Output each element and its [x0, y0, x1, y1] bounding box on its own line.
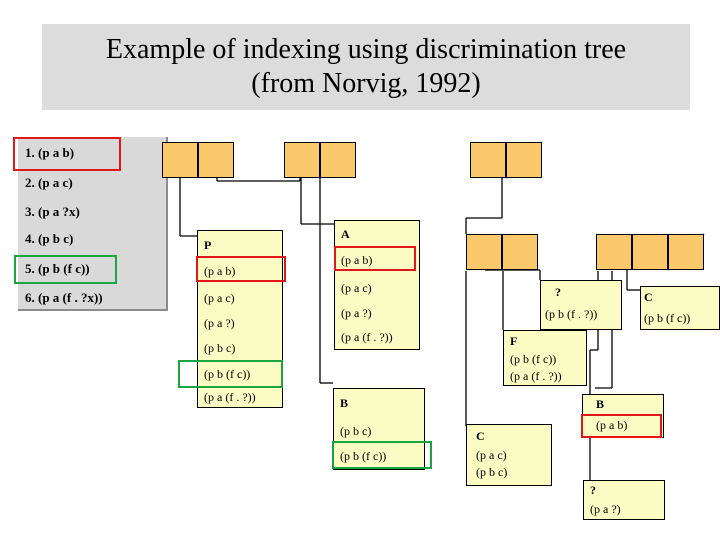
node-a-key: A — [341, 227, 350, 241]
list2-cell-2 — [320, 142, 356, 178]
node-c-right-key: C — [644, 290, 653, 304]
node-p-green-highlight — [178, 360, 283, 388]
node-a-item: (p a c) — [341, 281, 372, 295]
list4-cell-2 — [632, 234, 668, 270]
node-wildcard-key: ? — [555, 285, 561, 299]
node-a-item: (p a b) — [341, 253, 373, 267]
list2-cell-3 — [470, 142, 506, 178]
node-f-item: (p a (f . ?)) — [510, 369, 562, 383]
list4-cell-1 — [596, 234, 632, 270]
node-a-red-highlight — [334, 246, 416, 271]
fact-item-3: 3. (p a ?x) — [25, 204, 80, 219]
title-line-2: (from Norvig, 1992) — [251, 68, 481, 99]
node-p-item: (p a ?) — [204, 316, 235, 330]
node-b-lower-item: (p a b) — [596, 418, 628, 432]
list1-cell-1 — [162, 142, 198, 178]
node-p-red-highlight — [196, 256, 286, 282]
node-c-lower-key: C — [476, 429, 485, 443]
node-wildcard-lower-item: (p a ?) — [590, 502, 621, 516]
list3-cell-1 — [466, 234, 502, 270]
node-p-key: P — [204, 238, 212, 252]
node-b-lower-red-highlight — [581, 414, 662, 438]
list3-cell-2 — [502, 234, 538, 270]
node-p-item: (p b c) — [204, 341, 236, 355]
fact-item-1: 1. (p a b) — [25, 145, 75, 160]
node-a-item: (p a ?) — [341, 306, 372, 320]
node-c-lower-item: (p b c) — [476, 465, 508, 479]
list2-cell-1 — [284, 142, 320, 178]
node-wildcard-lower-key: ? — [590, 483, 596, 497]
node-wildcard — [540, 280, 622, 330]
node-p-item: (p a c) — [204, 291, 235, 305]
title-line-1: Example of indexing using discrimination tree — [105, 34, 627, 65]
list1-cell-2 — [198, 142, 234, 178]
node-b-lower-key: B — [596, 397, 605, 411]
node-b-item: (p b (f c)) — [340, 449, 387, 463]
node-b-key: B — [340, 396, 349, 410]
fact-item-5: 5. (p b (f c)) — [25, 261, 90, 276]
list2-cell-4-nil — [506, 142, 542, 178]
node-c-lower-item: (p a c) — [476, 448, 507, 462]
node-p-item: (p b (f c)) — [204, 367, 251, 381]
fact-item-4: 4. (p b c) — [25, 231, 74, 246]
node-wildcard-item: (p b (f . ?)) — [545, 307, 598, 321]
node-p-item: (p a b) — [204, 264, 236, 278]
node-f-item: (p b (f c)) — [510, 352, 557, 366]
node-b-item: (p b c) — [340, 424, 372, 438]
node-b-green-highlight — [332, 441, 432, 469]
list4-cell-3-nil — [668, 234, 704, 270]
node-f-key: F — [510, 334, 518, 348]
fact-item-6: 6. (p a (f . ?x)) — [25, 290, 103, 305]
node-p-item: (p a (f . ?)) — [204, 390, 256, 404]
node-a-item: (p a (f . ?)) — [341, 330, 393, 344]
node-c-right-item: (p b (f c)) — [644, 311, 691, 325]
fact-item-2: 2. (p a c) — [25, 175, 73, 190]
